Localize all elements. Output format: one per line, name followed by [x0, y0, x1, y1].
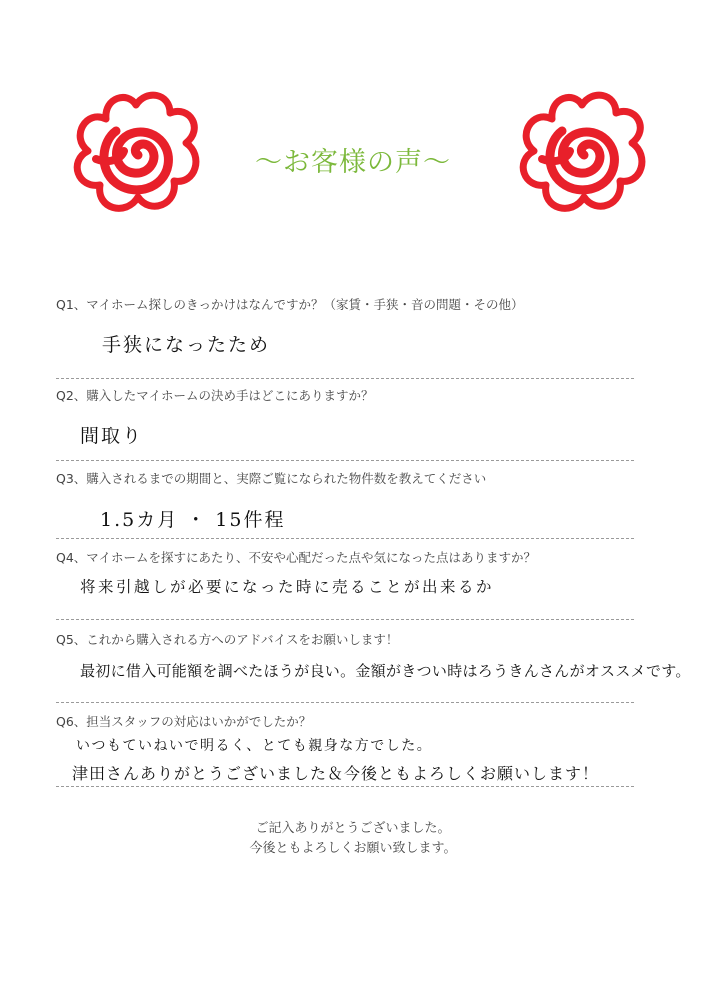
divider-2 — [56, 460, 634, 461]
answer-6-line-1: いつもていねいで明るく、とても親身な方でした。 — [76, 738, 433, 754]
question-3-label: Q3、購入されるまでの期間と、実際ご覧になられた物件数を教えてください — [56, 471, 487, 486]
footer-closing: 今後ともよろしくお願い致します。 — [249, 841, 457, 856]
question-5-label: Q5、これから購入される方へのアドバイスをお願いします！ — [56, 632, 399, 647]
divider-3 — [56, 538, 634, 539]
question-2-label: Q2、購入したマイホームの決め手はどこにありますか？ — [56, 388, 374, 403]
question-1-label: Q1、マイホーム探しのきっかけはなんですか？（家賃・手狭・音の問題・その他） — [56, 297, 524, 312]
divider-1 — [56, 378, 634, 379]
footer-thanks: ご記入ありがとうございました。 — [255, 821, 451, 836]
answer-5: 最初に借入可能額を調べたほうが良い。金額がきつい時はろうきんさんがオススメです。 — [80, 662, 691, 680]
answer-3: 1.5カ月 ・ 15件程 — [100, 509, 286, 531]
answer-4: 将来引越しが必要になった時に売ることが出来るか — [80, 578, 495, 596]
divider-6 — [56, 786, 634, 787]
page-title: ～お客様の声～ — [255, 147, 451, 178]
divider-4 — [56, 619, 634, 620]
question-4-label: Q4、マイホームを探すにあたり、不安や心配だった点や気になった点はありますか？ — [56, 550, 537, 565]
answer-2: 間取り — [80, 425, 144, 447]
answer-6-line-2: 津田さんありがとうございました＆今後ともよろしくお願いします！ — [72, 764, 600, 783]
divider-5 — [56, 702, 634, 703]
answer-1: 手狭になったため — [102, 334, 271, 356]
question-6-label: Q6、担当スタッフの対応はいかがでしたか？ — [56, 714, 312, 729]
